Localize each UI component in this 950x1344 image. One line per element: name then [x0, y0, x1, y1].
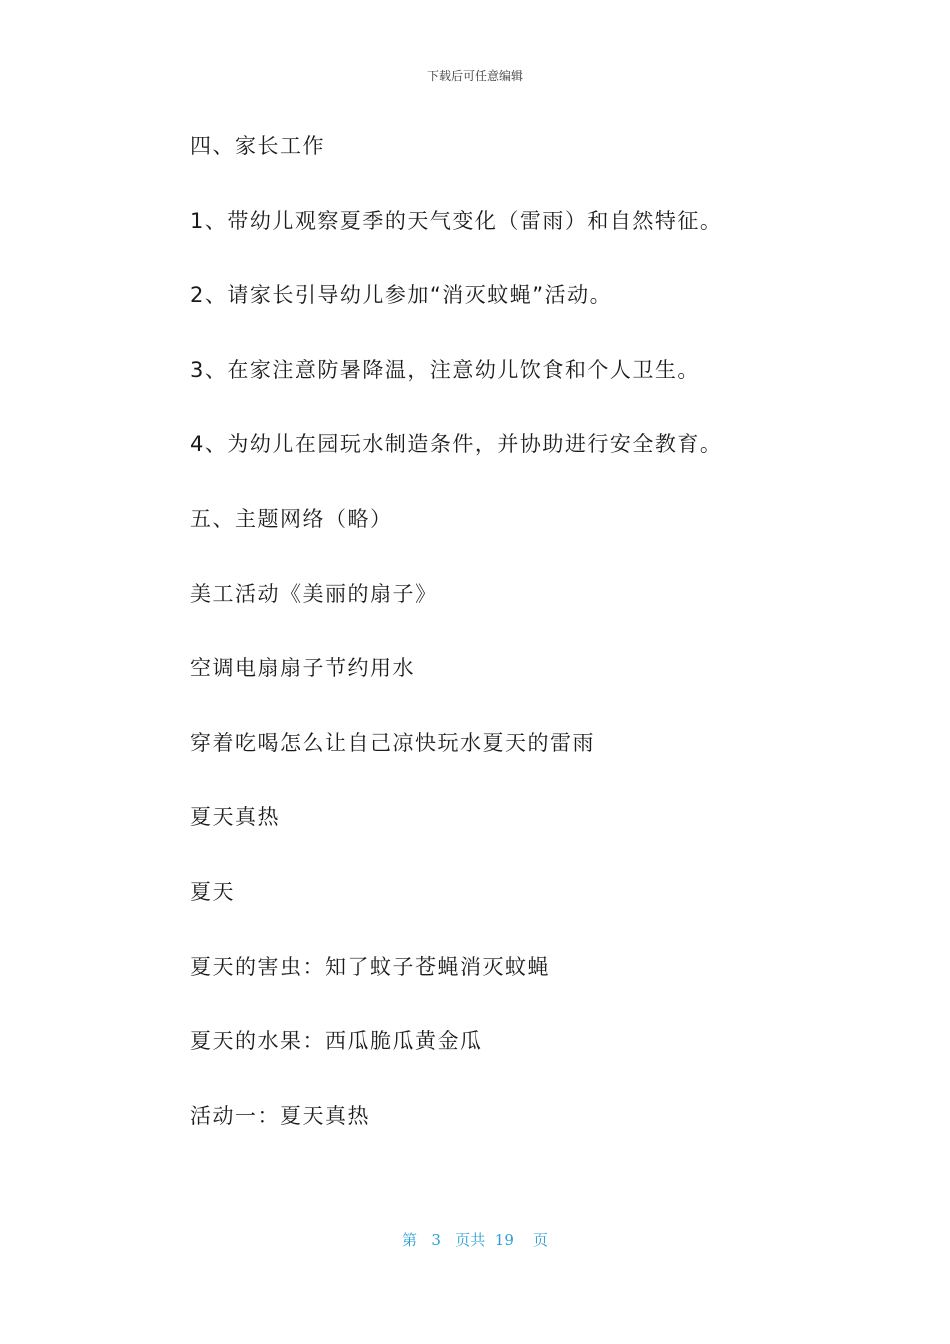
- page-footer: [0, 1229, 950, 1250]
- page-header: 下载后可任意编辑: [426, 69, 523, 83]
- page-prefix: 第: [402, 1231, 418, 1249]
- list-item-4: 4、为幼儿在园玩水制造条件，并协助进行安全教育。: [190, 432, 723, 457]
- paragraph-keep-cool: 穿着吃喝怎么让自己凉快玩水夏天的雷雨: [190, 730, 595, 755]
- total-pages-number: 19: [494, 1231, 514, 1249]
- document-body: [190, 132, 810, 1176]
- heading-theme-network: 五、主题网络（略）: [190, 506, 393, 531]
- paragraph-summer-fruits: 夏天的水果：西瓜脆瓜黄金瓜: [190, 1029, 483, 1054]
- list-item-2: 2、请家长引导幼儿参加“消灭蚊蝇”活动。: [190, 283, 613, 308]
- paragraph-summer-hot: 夏天真热: [190, 805, 280, 830]
- paragraph-summer: 夏天: [190, 879, 235, 904]
- page-middle: 页共: [455, 1231, 486, 1249]
- paragraph-summer-pests: 夏天的害虫：知了蚊子苍蝇消灭蚊蝇: [190, 954, 550, 979]
- heading-parent-work: 四、家长工作: [190, 134, 325, 158]
- paragraph-art-activity: 美工活动《美丽的扇子》: [190, 581, 438, 606]
- list-item-1: 1、带幼儿观察夏季的天气变化（雷雨）和自然特征。: [190, 208, 723, 233]
- page-suffix: 页: [532, 1231, 548, 1249]
- paragraph-cooling-items: 空调电扇扇子节约用水: [190, 656, 415, 681]
- heading-activity-one: 活动一：夏天真热: [190, 1103, 370, 1128]
- current-page-number: 3: [431, 1231, 441, 1249]
- list-item-3: 3、在家注意防暑降温，注意幼儿饮食和个人卫生。: [190, 357, 700, 382]
